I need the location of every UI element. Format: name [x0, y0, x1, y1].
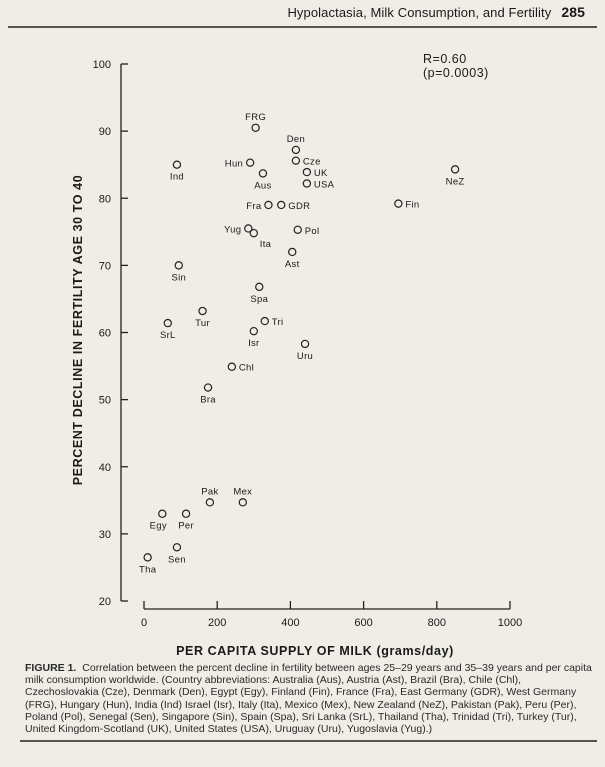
caption-text: Correlation between the percent decline in fertility between ages 25–29 years and 35–39 years and per capita milk consumption worldwide. (Country abbreviations: Australia (Aus), Austria (Ast), Brazil (Bra), Chile (Chl), Czechoslovakia (Cze), Denmark (Den), Egypt (Egy), Finland (Fin), France (Fra), East Germany (GDR), West Germany (FRG), Hungary (Hun), India (Ind) Israel (Isr), Italy (Ita), Mexico (Mex), New Zealand (NeZ), Pakistan (Pak), Peru (Per), Poland (Pol), Senegal (Sen), Singapore (Sin), Spain (Spa), Sri Lanka (SrL), Thailand (Tha), Trinidad (Tri), Turkey (Tur), United Kingdom-Scotland (UK), United States (USA), Uruguay (Uru), Yugoslavia (Yug).): [25, 662, 592, 736]
x-tick-label: 200: [208, 617, 227, 629]
point-label-isr: Isr: [248, 338, 260, 350]
data-point-srl: [164, 320, 171, 327]
page-number: 285: [561, 4, 585, 20]
x-tick-label: 400: [281, 617, 300, 629]
data-point-sen: [173, 544, 180, 551]
point-label-gdr: GDR: [288, 200, 311, 212]
point-label-pak: Pak: [201, 486, 219, 498]
data-point-isr: [250, 328, 257, 335]
point-label-aus: Aus: [254, 180, 272, 192]
y-tick-label: 20: [98, 596, 111, 608]
point-label-den: Den: [286, 133, 306, 145]
point-label-uk: UK: [313, 168, 328, 180]
chart-marks: [139, 112, 465, 576]
point-label-sen: Sen: [168, 554, 186, 566]
point-label-tur: Tur: [195, 318, 210, 330]
data-point-tri: [261, 317, 268, 324]
data-point-chl: [228, 363, 235, 370]
point-label-ast: Ast: [284, 258, 300, 270]
point-label-uru: Uru: [296, 350, 314, 362]
data-point-tur: [199, 307, 206, 314]
point-label-srl: SrL: [159, 330, 176, 342]
running-title: Hypolactasia, Milk Consumption, and Fertility: [287, 5, 552, 20]
point-label-sin: Sin: [171, 272, 187, 284]
point-label-usa: USA: [313, 179, 335, 191]
y-tick-label: 70: [98, 260, 111, 273]
y-tick-label: 40: [98, 461, 111, 474]
data-point-den: [292, 146, 299, 153]
data-point-ast: [289, 248, 296, 255]
x-axis-label: PER CAPITA SUPPLY OF MILK (grams/day): [176, 644, 454, 658]
x-tick-label: 0: [140, 617, 148, 629]
point-label-egy: Egy: [149, 520, 167, 532]
point-label-hun: Hun: [224, 158, 244, 170]
y-axis-label: PERCENT DECLINE IN FERTILITY AGE 30 TO 40: [71, 174, 85, 486]
x-tick-label: 1000: [497, 617, 523, 629]
data-point-frg: [252, 124, 259, 131]
x-tick-label: 600: [354, 617, 373, 629]
y-tick-label: 80: [98, 193, 111, 206]
data-point-hun: [247, 159, 254, 166]
data-point-gdr: [278, 201, 285, 208]
data-point-cze: [292, 157, 299, 164]
y-tick-label: 100: [92, 59, 111, 71]
point-label-fin: Fin: [405, 199, 420, 211]
bottom-rule: [20, 740, 597, 742]
data-point-pak: [206, 499, 213, 506]
y-tick-label: 50: [98, 394, 111, 407]
point-label-frg: FRG: [245, 111, 267, 123]
data-point-uk: [303, 168, 310, 175]
point-label-tha: Tha: [139, 564, 157, 576]
data-point-pol: [294, 226, 301, 233]
correlation-coefficient: R=0.60: [423, 52, 467, 66]
point-label-cze: Cze: [302, 156, 321, 168]
data-point-ita: [250, 230, 257, 237]
data-point-usa: [303, 180, 310, 187]
point-label-fra: Fra: [246, 200, 262, 212]
point-label-tri: Tri: [271, 317, 284, 329]
figure-caption: [25, 662, 597, 735]
point-label-pol: Pol: [304, 225, 320, 237]
data-point-fra: [265, 201, 272, 208]
data-point-fin: [395, 200, 402, 207]
point-label-nez: NeZ: [445, 176, 465, 188]
point-label-per: Per: [178, 520, 194, 532]
data-point-egy: [159, 510, 166, 517]
y-tick-label: 30: [98, 528, 111, 541]
data-point-nez: [452, 166, 459, 173]
chart-axes: [93, 59, 523, 629]
point-label-ita: Ita: [259, 239, 272, 251]
y-tick-label: 60: [98, 327, 111, 340]
point-label-yug: Yug: [224, 224, 242, 236]
data-point-uru: [301, 340, 308, 347]
data-point-ind: [173, 161, 180, 168]
point-label-spa: Spa: [250, 293, 269, 305]
y-tick-label: 90: [98, 126, 111, 139]
p-value: (p=0.0003): [423, 66, 489, 80]
caption-figure-label: FIGURE 1.: [25, 662, 77, 674]
data-point-spa: [256, 283, 263, 290]
data-point-tha: [144, 554, 151, 561]
data-point-bra: [204, 384, 211, 391]
x-tick-label: 800: [427, 617, 446, 629]
data-point-mex: [239, 499, 246, 506]
point-label-mex: Mex: [233, 486, 253, 498]
data-point-sin: [175, 262, 182, 269]
point-label-chl: Chl: [238, 362, 254, 374]
data-point-per: [182, 510, 189, 517]
data-point-aus: [259, 170, 266, 177]
point-label-bra: Bra: [200, 394, 216, 406]
point-label-ind: Ind: [169, 171, 184, 183]
